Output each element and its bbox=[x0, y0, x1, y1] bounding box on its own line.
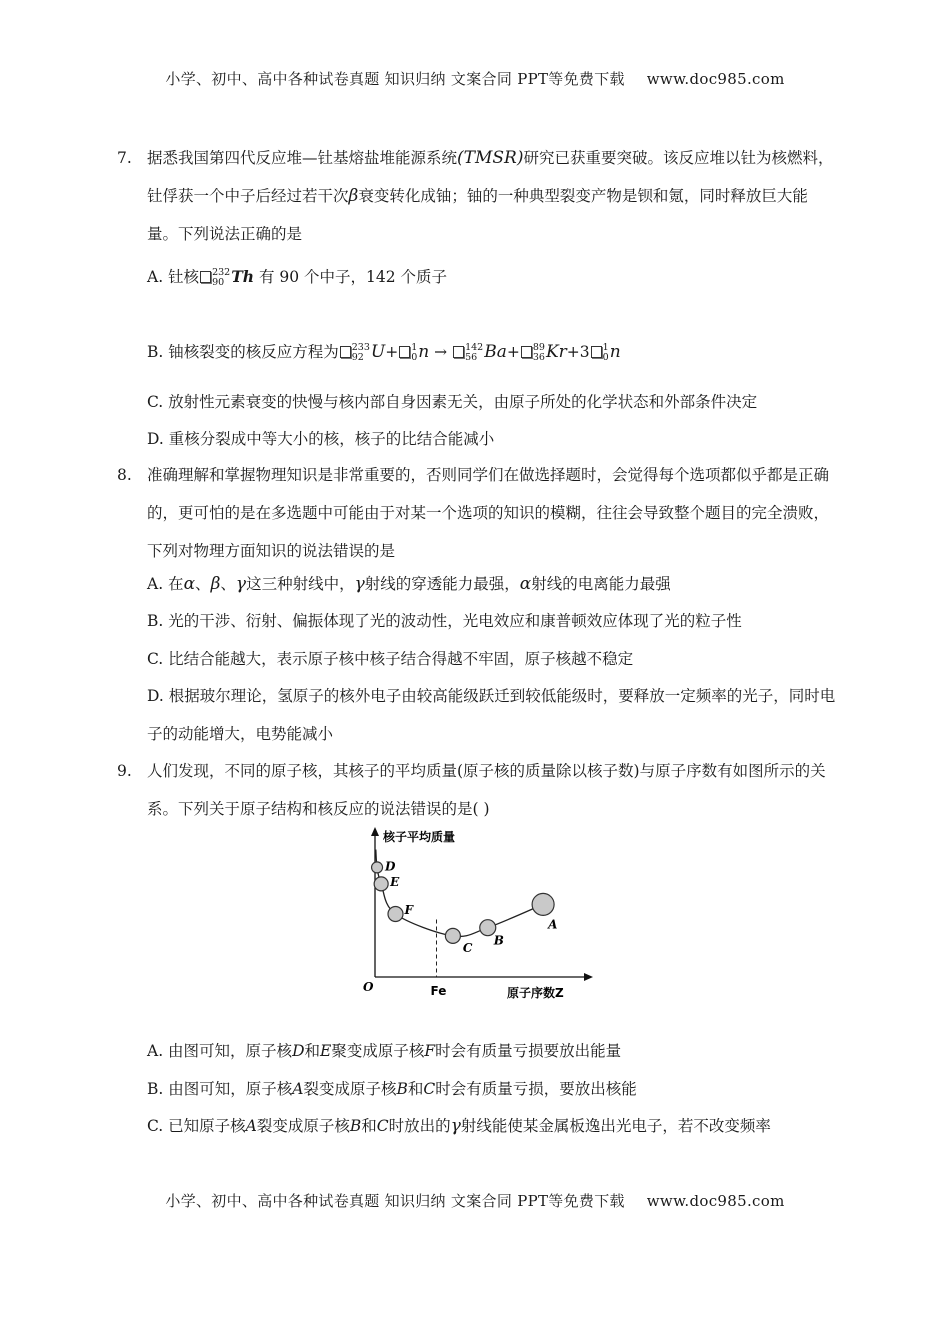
fe-label: Fe bbox=[430, 984, 447, 998]
separator: 、 bbox=[195, 575, 211, 593]
option-text: 射线能使某金属板逸出光电子，若不改变频率 bbox=[460, 1117, 771, 1135]
q7-option-c[interactable]: C. 放射性元素衰变的快慢与核内部自身因素无关，由原子所处的化学状态和外部条件决定 bbox=[147, 393, 758, 411]
nuclide-numbers bbox=[411, 343, 417, 363]
element-symbol: Ba bbox=[484, 342, 507, 362]
option-text: 这三种射线中， bbox=[246, 575, 355, 593]
option-text: 时放出的 bbox=[388, 1117, 451, 1135]
nucleus-label-e: E bbox=[390, 874, 400, 889]
question-7 bbox=[117, 139, 837, 253]
nucleus-point-a bbox=[532, 893, 554, 915]
nucleus-f: F bbox=[424, 1042, 436, 1060]
nucleus-e: E bbox=[320, 1042, 332, 1060]
gamma-symbol: γ bbox=[235, 574, 247, 594]
chart-points-group bbox=[372, 859, 558, 955]
mass-number: 89 bbox=[532, 342, 545, 353]
nuclide-numbers bbox=[212, 268, 230, 288]
q7-option-b[interactable] bbox=[147, 333, 842, 371]
q9-option-a[interactable] bbox=[147, 1032, 842, 1070]
nucleus-label-d: D bbox=[385, 859, 396, 874]
chart-curve-group bbox=[376, 850, 543, 998]
nucleus-label-f: F bbox=[404, 902, 414, 917]
option-text: 和 bbox=[304, 1042, 321, 1060]
stem-text: 衰变转化成铀；铀的一种典型裂变产物是钡和氪，同时释放巨大能量。下列说法正确的是 bbox=[147, 187, 808, 243]
nucleus-point-f bbox=[388, 906, 403, 921]
nucleus-label-a: A bbox=[548, 917, 558, 932]
origin-label: O bbox=[363, 980, 374, 994]
atomic-number: 90 bbox=[212, 277, 225, 288]
placeholder-box-icon bbox=[591, 346, 602, 358]
gamma-symbol: γ bbox=[354, 574, 365, 594]
q8-option-a[interactable] bbox=[147, 565, 842, 603]
header-text: 小学、初中、高中各种试卷真题 知识归纳 文案合同 PPT等免费下载 bbox=[165, 70, 625, 88]
nucleus-c: C bbox=[423, 1080, 436, 1098]
option-text: 和 bbox=[361, 1117, 377, 1135]
mass-number: 232 bbox=[212, 267, 231, 278]
alpha-symbol: α bbox=[519, 574, 532, 594]
question-number: 8. bbox=[117, 466, 132, 484]
atomic-number: 92 bbox=[351, 352, 364, 363]
question-stem: 人们发现，不同的原子核，其核子的平均质量(原子核的质量除以核子数)与原子序数有如图所示的关系。下列关于原子结构和核反应的说法错误的是( ) bbox=[147, 762, 826, 818]
q8-option-c[interactable]: C. 比结合能越大，表示原子核中核子结合得越不牢固，原子核越不稳定 bbox=[147, 650, 634, 668]
element-symbol: Kr bbox=[545, 342, 567, 362]
question-number: 7. bbox=[117, 149, 132, 167]
q8-option-b[interactable]: B. 光的干涉、衍射、偏振体现了光的波动性，光电效应和康普顿效应体现了光的粒子性 bbox=[147, 612, 742, 630]
element-symbol: n bbox=[418, 342, 430, 362]
q9-option-c[interactable] bbox=[147, 1107, 842, 1145]
separator: 、 bbox=[220, 575, 236, 593]
beta-symbol: β bbox=[210, 574, 221, 594]
stem-text: 研究已获重要突破。该反应堆以钍为核燃料，钍俘获一个中子后经过若干次 bbox=[147, 149, 834, 205]
x-axis-label: 原子序数Z bbox=[507, 986, 564, 1000]
page-footer bbox=[0, 1190, 950, 1211]
placeholder-box-icon bbox=[200, 271, 211, 283]
nuclide-numbers bbox=[465, 343, 483, 363]
atomic-number: 36 bbox=[532, 352, 545, 363]
nucleus-a: A bbox=[292, 1080, 304, 1098]
placeholder-box-icon bbox=[521, 346, 532, 358]
placeholder-box-icon bbox=[340, 346, 351, 358]
footer-site[interactable]: www.doc985.com bbox=[646, 1192, 785, 1210]
atomic-number: 56 bbox=[465, 352, 478, 363]
question-stem bbox=[147, 139, 837, 253]
y-axis-label: 核子平均质量 bbox=[383, 830, 456, 844]
question-stem: 准确理解和掌握物理知识是非常重要的，否则同学们在做选择题时，会觉得每个选项都似乎都是正确的，更可怕的是在多选题中可能由于对某一个选项的知识的模糊，往往会导致整个题目的完全溃败，下列对物理方面知识的说法错误的是 bbox=[147, 466, 830, 560]
question-number: 9. bbox=[117, 762, 132, 780]
option-text: 射线的穿透能力最强， bbox=[364, 575, 520, 593]
option-label: A. 在 bbox=[147, 575, 184, 593]
nucleus-point-d bbox=[372, 862, 383, 873]
average-mass-curve bbox=[376, 850, 543, 937]
element-symbol: n bbox=[609, 342, 621, 362]
plus-sign: + bbox=[385, 343, 399, 361]
nucleus-b: B bbox=[396, 1080, 408, 1098]
nucleus-b: B bbox=[349, 1117, 362, 1135]
y-axis-arrow-icon bbox=[371, 827, 379, 836]
option-text: 和 bbox=[407, 1080, 424, 1098]
question-9 bbox=[117, 752, 837, 828]
nucleus-point-c bbox=[445, 928, 460, 943]
mass-number: 1 bbox=[602, 342, 609, 353]
alpha-symbol: α bbox=[183, 574, 196, 594]
option-label: C. 已知原子核 bbox=[147, 1117, 246, 1135]
atomic-number: 0 bbox=[602, 352, 609, 363]
nucleus-point-e bbox=[374, 877, 388, 891]
atomic-number: 0 bbox=[411, 352, 418, 363]
binding-energy-chart bbox=[355, 825, 595, 1005]
option-label: A. 钍核 bbox=[147, 268, 200, 286]
q7-option-a[interactable] bbox=[147, 258, 842, 296]
q9-option-b[interactable] bbox=[147, 1070, 842, 1108]
placeholder-box-icon bbox=[399, 346, 410, 358]
plus-sign: +3 bbox=[566, 343, 590, 361]
arrow-icon: → bbox=[434, 343, 448, 361]
option-text: 裂变成原子核 bbox=[303, 1080, 397, 1098]
option-text: 裂变成原子核 bbox=[256, 1117, 350, 1135]
x-axis-arrow-icon bbox=[584, 973, 593, 981]
option-text: 聚变成原子核 bbox=[331, 1042, 425, 1060]
element-symbol: U bbox=[370, 342, 386, 362]
option-label: B. 由图可知，原子核 bbox=[147, 1080, 293, 1098]
option-text: 有 90 个中子，142 个质子 bbox=[254, 268, 448, 286]
mass-number: 142 bbox=[465, 342, 484, 353]
q7-option-d[interactable]: D. 重核分裂成中等大小的核，核子的比结合能减小 bbox=[147, 430, 495, 448]
footer-text: 小学、初中、高中各种试卷真题 知识归纳 文案合同 PPT等免费下载 bbox=[165, 1192, 625, 1210]
nucleus-label-b: B bbox=[493, 933, 504, 948]
nuclide-numbers bbox=[352, 343, 370, 363]
option-text: 时会有质量亏损，要放出核能 bbox=[435, 1080, 637, 1098]
nucleus-d: D bbox=[292, 1042, 305, 1060]
question-8 bbox=[117, 456, 837, 570]
stem-beta: β bbox=[348, 186, 359, 206]
plus-sign: + bbox=[506, 343, 520, 361]
option-label: A. 由图可知，原子核 bbox=[147, 1042, 293, 1060]
mass-number: 1 bbox=[411, 342, 418, 353]
page-header bbox=[0, 68, 950, 89]
mass-number: 233 bbox=[351, 342, 370, 353]
nuclide-numbers bbox=[603, 343, 609, 363]
nucleus-c: C bbox=[376, 1117, 389, 1135]
option-label: B. 铀核裂变的核反应方程为 bbox=[147, 343, 339, 361]
option-text: 时会有质量亏损要放出能量 bbox=[435, 1042, 622, 1060]
nucleus-a: A bbox=[245, 1117, 257, 1135]
nucleus-label-c: C bbox=[462, 940, 473, 955]
placeholder-box-icon bbox=[453, 346, 464, 358]
header-site[interactable]: www.doc985.com bbox=[646, 70, 785, 88]
nuclide-numbers bbox=[533, 343, 545, 363]
option-text: 射线的电离能力最强 bbox=[531, 575, 671, 593]
stem-tmsr: (TMSR) bbox=[457, 148, 524, 168]
q8-option-d[interactable]: D. 根据玻尔理论，氢原子的核外电子由较高能级跃迁到较低能级时，要释放一定频率的光子，同时电子的动能增大，电势能减小 bbox=[147, 687, 836, 743]
gamma-symbol: γ bbox=[450, 1116, 461, 1136]
element-symbol: Th bbox=[231, 267, 255, 286]
stem-text: 据悉我国第四代反应堆—钍基熔盐堆能源系统 bbox=[147, 149, 458, 167]
